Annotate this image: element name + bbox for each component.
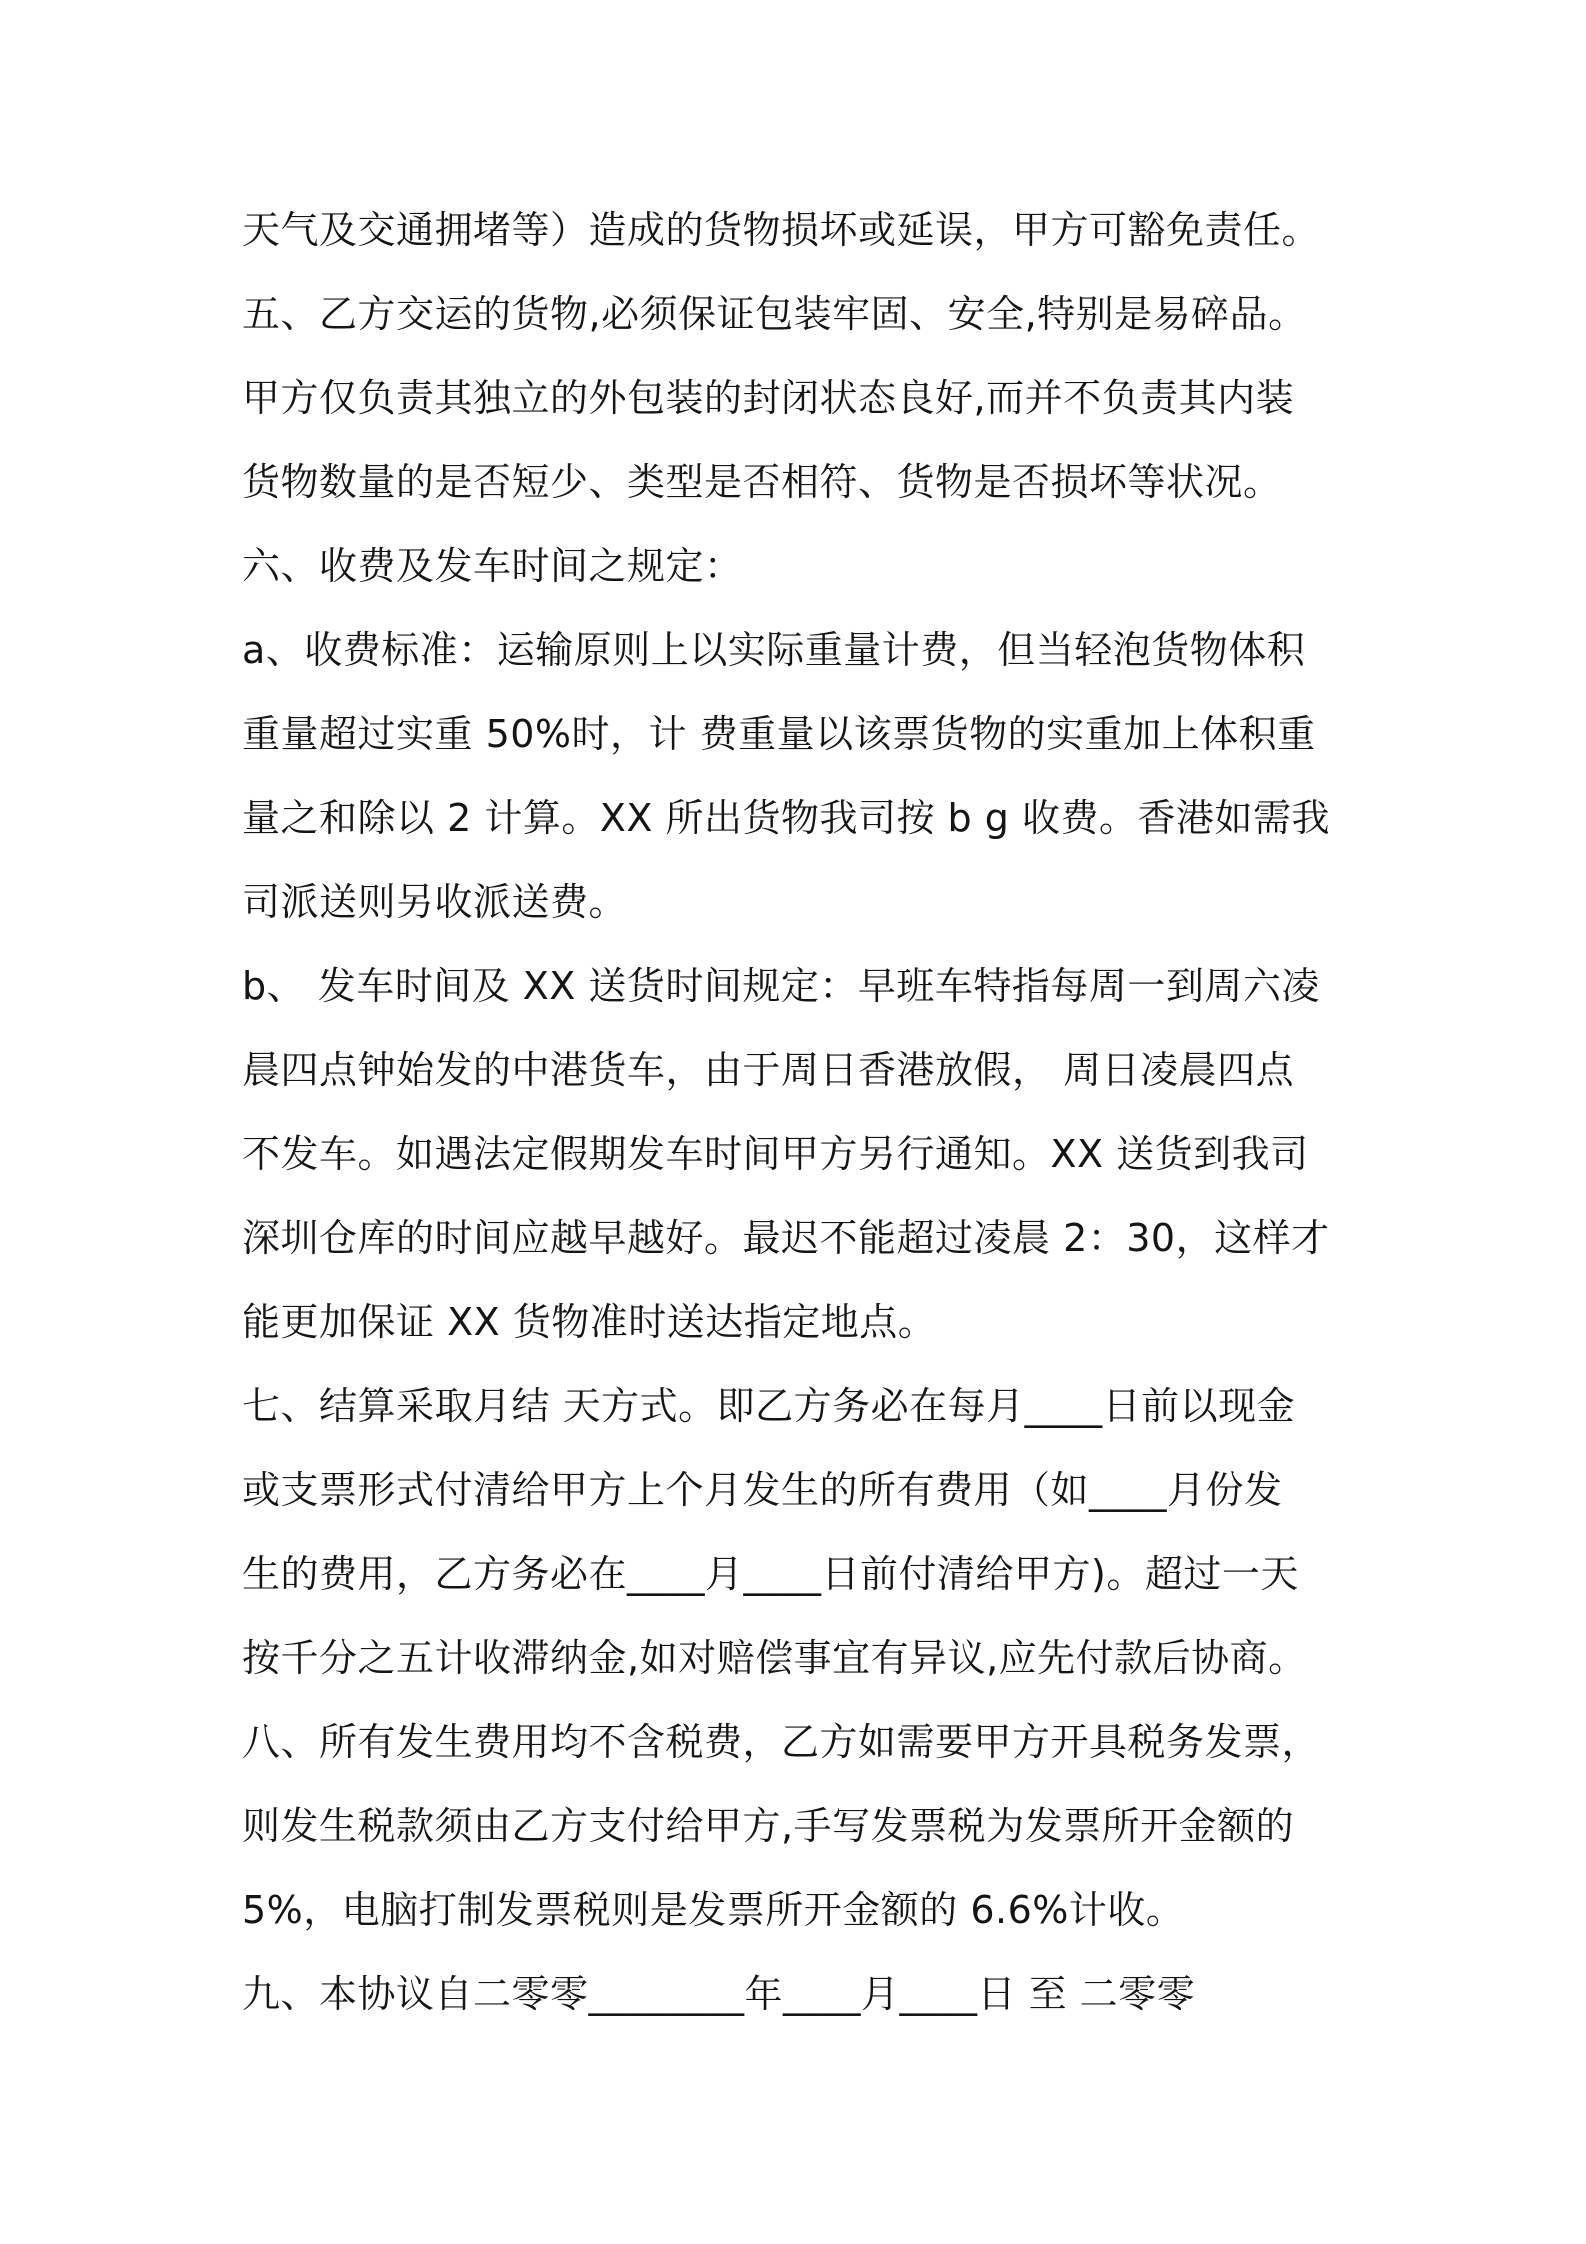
body-line: 能更加保证 XX 货物准时送达指定地点。 [242, 1300, 937, 1344]
body-line: 则发生税款须由乙方支付给甲方,手写发票税为发票所开金额的 [242, 1804, 1295, 1848]
clause-8-line: 八、所有发生费用均不含税费，乙方如需要甲方开具税务发票， [242, 1720, 1321, 1764]
body-line: 天气及交通拥堵等）造成的货物损坏或延误，甲方可豁免责任。 [242, 208, 1321, 252]
body-line: 量之和除以 2 计算。XX 所出货物我司按 b g 收费。香港如需我 [242, 796, 1330, 840]
clause-5-line: 五、乙方交运的货物,必须保证包装牢固、安全,特别是易碎品。 [242, 292, 1307, 336]
body-line: 或支票形式付清给甲方上个月发生的所有费用（如____月份发 [242, 1468, 1283, 1512]
body-line: 重量超过实重 50%时，计 费重量以该票货物的实重加上体积重 [242, 712, 1316, 756]
body-line: 甲方仅负责其独立的外包装的封闭状态良好,而并不负责其内装 [242, 376, 1295, 420]
body-line: 司派送则另收派送费。 [242, 880, 628, 924]
body-line: 不发车。如遇法定假期发车时间甲方另行通知。XX 送货到我司 [242, 1132, 1309, 1176]
clause-7-line: 七、结算采取月结 天方式。即乙方务必在每月____日前以现金 [242, 1384, 1296, 1428]
clause-6a-line: a、收费标准：运输原则上以实际重量计费，但当轻泡货物体积 [242, 628, 1306, 672]
body-line: 货物数量的是否短少、类型是否相符、货物是否损坏等状况。 [242, 460, 1282, 504]
clause-9-line: 九、本协议自二零零________年____月____日 至 二零零 [242, 1972, 1196, 2016]
body-line: 晨四点钟始发的中港货车，由于周日香港放假， 周日凌晨四点 [242, 1048, 1295, 1092]
clause-6b-line: b、 发车时间及 XX 送货时间规定：早班车特指每周一到周六凌 [242, 964, 1320, 1008]
body-line: 深圳仓库的时间应越早越好。最迟不能超过凌晨 2：30，这样才 [242, 1216, 1330, 1260]
body-line: 生的费用，乙方务必在____月____日前付清给甲方)。超过一天 [242, 1552, 1299, 1596]
clause-6-heading: 六、收费及发车时间之规定： [242, 544, 743, 588]
body-line: 5%，电脑打制发票税则是发票所开金额的 6.6%计收。 [242, 1888, 1185, 1932]
body-line: 按千分之五计收滞纳金,如对赔偿事宜有异议,应先付款后协商。 [242, 1636, 1307, 1680]
